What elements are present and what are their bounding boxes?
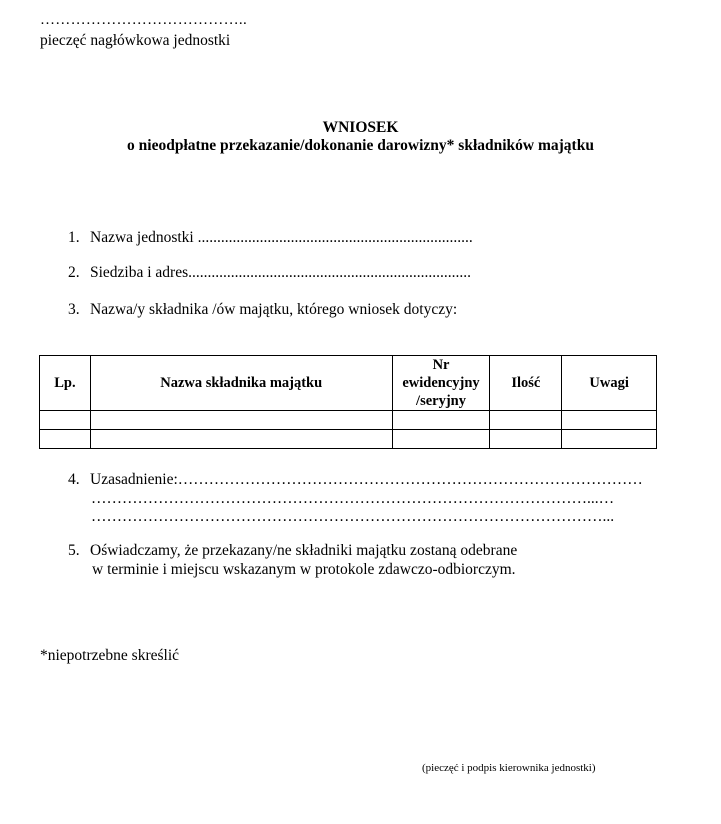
item-asset-names: [68, 301, 457, 319]
table-cell: [40, 430, 91, 449]
item-justification: [68, 471, 643, 489]
justification-line-1: Uzasadnienie:………………………………………………………………………………: [90, 471, 643, 488]
item-number: 1.: [68, 229, 80, 246]
declaration-line-1: Oświadczamy, że przekazany/ne składniki majątku zostaną odebrane: [90, 542, 518, 559]
table-cell: [490, 411, 562, 430]
col-header-quantity: Ilość: [490, 356, 562, 411]
declaration-line-2: w terminie i miejscu wskazanym w protokole zdawczo-odbiorczym.: [92, 561, 516, 578]
document-subtitle: o nieodpłatne przekazanie/dokonanie darowizny* składników majątku: [127, 137, 594, 154]
table-cell: [562, 411, 657, 430]
document-title: WNIOSEK: [322, 119, 399, 136]
footnote: *niepotrzebne skreślić: [40, 647, 180, 664]
table-cell: [90, 411, 392, 430]
table-cell: [392, 430, 490, 449]
item-text: Nazwa/y składnika /ów majątku, którego wniosek dotyczy:: [90, 301, 458, 318]
table-row: [40, 430, 657, 449]
item-declaration: [68, 542, 517, 560]
item-number: 2.: [68, 264, 80, 281]
table-cell: [40, 411, 91, 430]
table-row: [40, 411, 657, 430]
header-nr-line2: ewidencyjny: [402, 375, 480, 391]
item-text: Siedziba i adres.........................................................................: [90, 264, 472, 281]
item-number: 3.: [68, 301, 80, 318]
justification-line-2: ……………………………………………………………………………………...…: [91, 490, 615, 507]
stamp-label: pieczęć nagłówkowa jednostki: [40, 32, 231, 49]
col-header-asset-name: Nazwa składnika majątku: [90, 356, 392, 411]
table-cell: [490, 430, 562, 449]
table-cell: [562, 430, 657, 449]
item-unit-address: [68, 264, 471, 282]
stamp-dots-line: …………………………………..: [40, 12, 247, 28]
signature-label: (pieczęć i podpis kierownika jednostki): [422, 762, 596, 774]
header-nr-line1: Nr: [432, 357, 450, 373]
table-cell: [90, 430, 392, 449]
table-header-row: [40, 356, 657, 411]
justification-line-3: ………………………………………………………………………………………...: [91, 508, 615, 525]
assets-table: [39, 355, 657, 449]
col-header-lp: Lp.: [40, 356, 91, 411]
col-header-notes: Uwagi: [562, 356, 657, 411]
item-unit-name: [68, 229, 473, 247]
table-cell: [392, 411, 490, 430]
item-number: 5.: [68, 542, 80, 559]
header-nr-line3: /seryjny: [416, 393, 466, 409]
col-header-inventory-number: [392, 356, 490, 411]
item-text: Nazwa jednostki .......................................................................: [90, 229, 473, 246]
item-number: 4.: [68, 471, 80, 488]
